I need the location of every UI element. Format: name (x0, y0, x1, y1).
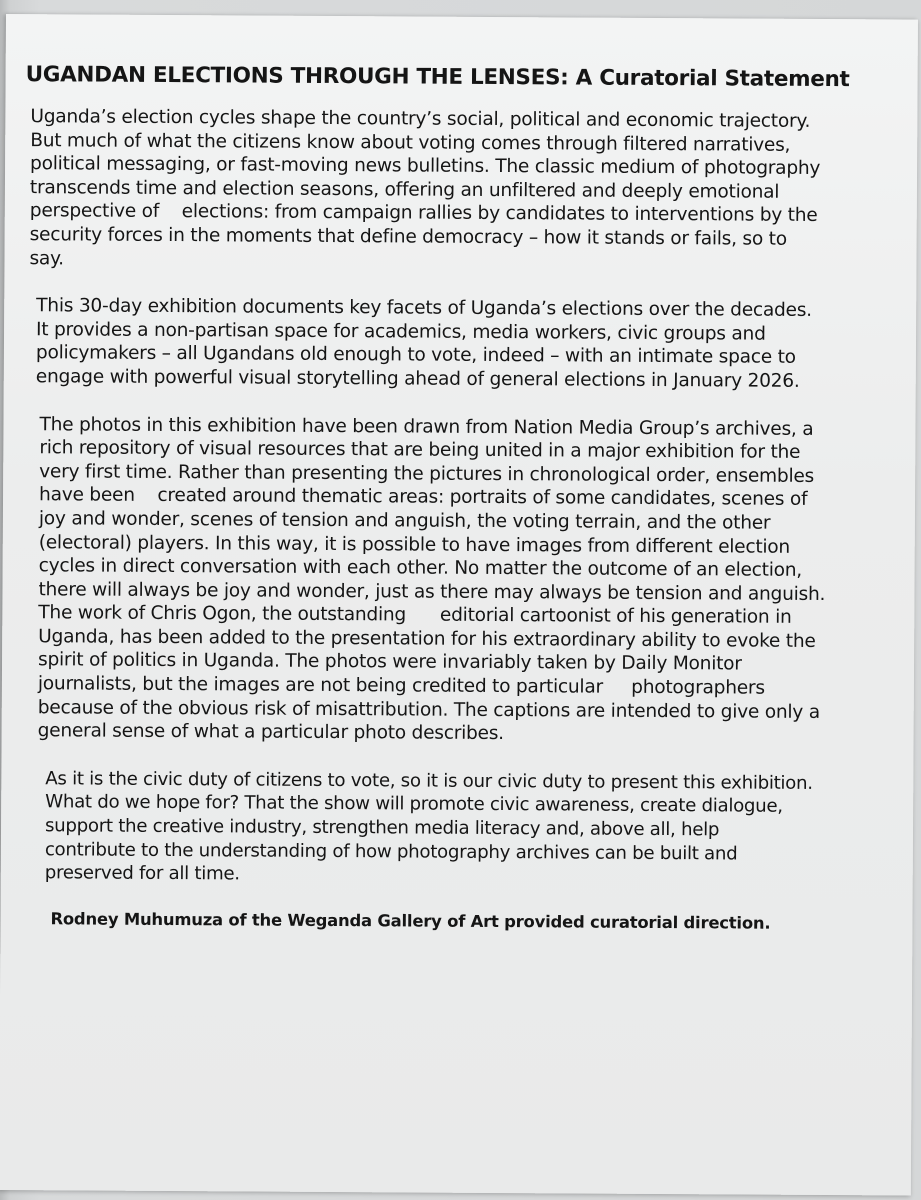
curatorial-statement-panel (0, 14, 918, 1196)
text-line: engage with powerful visual storytelling ahead of general elections in January 2026. (35, 366, 800, 392)
text-line: say. (29, 247, 64, 269)
text-line: The work of Chris Ogon, the outstanding editorial cartoonist of his generation in (38, 602, 792, 629)
statement-content (20, 62, 897, 933)
text-line: journalists, but the images are not being credited to particular photographers (37, 673, 765, 699)
text-line: This 30-day exhibition documents key facets of Uganda’s elections over the decades. (36, 295, 812, 322)
text-line: very first time. Rather than presenting the pictures in chronological order, ensembles (39, 460, 815, 487)
text-line: Uganda’s election cycles shape the country’s social, political and economic trajectory. (30, 106, 811, 132)
statement-title: UGANDAN ELECTIONS THROUGH THE LENSES: A Curatorial Statement (25, 62, 850, 93)
text-line: general sense of what a particular photo describes. (37, 720, 504, 745)
text-line: political messaging, or fast-moving news bulletins. The classic medium of photography (30, 153, 821, 180)
text-line: contribute to the understanding of how photography archives can be built and (44, 838, 738, 865)
text-line: Uganda, has been added to the presentation for his extraordinary ability to evoke the (38, 626, 816, 652)
paragraph-exhibition (36, 294, 897, 394)
curator-credit: Rodney Muhumuza of the Weganda Gallery of Art provided curatorial direction. (50, 909, 771, 933)
text-line: cycles in direct conversation with each other. No matter the outcome of an election, (38, 555, 803, 581)
text-line: But much of what the citizens know about voting comes through filtered narratives, (30, 129, 791, 156)
text-line: What do we hope for? That the show will promote civic awareness, create dialogue, (45, 791, 783, 818)
text-line: security forces in the moments that define democracy – how it stands or fails, so to (29, 224, 787, 250)
text-line: transcends time and election seasons, offering an unfiltered and deeply emotional (29, 176, 780, 203)
paragraph-photos (38, 413, 896, 749)
text-line: preserved for all time. (44, 862, 240, 885)
text-line: have been created around thematic areas: portraits of some candidates, scenes of (38, 484, 808, 511)
paragraph-intro (29, 105, 897, 275)
text-line: The photos in this exhibition have been drawn from Nation Media Group’s archives, a (39, 413, 814, 440)
text-line: support the creative industry, strengthen media literacy and, above all, help (44, 815, 720, 841)
text-line: there will always be joy and wonder, just as there may always be tension and anguish. (38, 578, 826, 605)
text-line: (electoral) players. In this way, it is possible to have images from different election (38, 531, 791, 558)
text-line: It provides a non-partisan space for academics, media workers, civic groups and (36, 318, 766, 345)
text-line: joy and wonder, scenes of tension and anguish, the voting terrain, and the other (38, 508, 771, 534)
text-line: policymakers – all Ugandans old enough to vote, indeed – with an intimate space to (35, 342, 796, 369)
text-line: spirit of politics in Uganda. The photos were invariably taken by Daily Monitor (37, 649, 742, 675)
paragraph-civic-duty (45, 767, 894, 890)
text-line: As it is the civic duty of citizens to vote, so it is our civic duty to present this exhibition. (45, 768, 813, 794)
text-line: rich repository of visual resources that are being united in a major exhibition for the (39, 437, 801, 463)
text-line: perspective of elections: from campaign rallies by candidates to interventions by the (29, 200, 818, 227)
text-line: because of the obvious risk of misattribution. The captions are intended to give only a (37, 696, 820, 723)
